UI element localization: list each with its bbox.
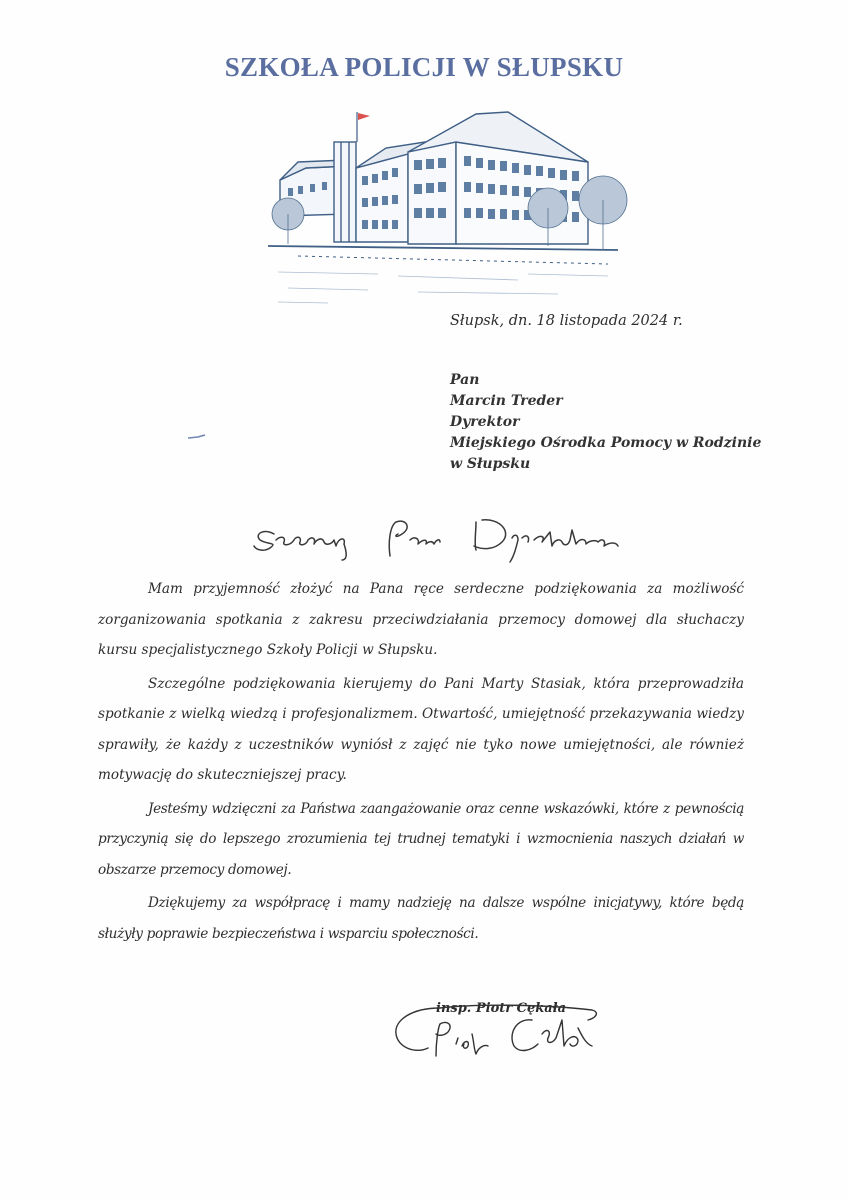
- school-building-illustration-icon: [258, 104, 634, 310]
- handwritten-signature-icon: [392, 998, 602, 1060]
- recipient-organization: Miejskiego Ośrodka Pomocy w Rodzinie: [450, 435, 762, 451]
- scan-artifact-mark-icon: [188, 434, 206, 439]
- body-paragraph-3: Jesteśmy wdzięczni za Państwa zaangażowanie oraz cenne wskazówki, które z pewnością przyczynią się do lepszego zrozumienia tej trudnej tematyki i wzmocnienia naszych działań w obszarze przemocy domowej.: [98, 800, 744, 878]
- signer-printed-name: insp. Piotr Cękała: [436, 1001, 567, 1016]
- recipient-name: Marcin Treder: [450, 393, 563, 409]
- body-paragraph-2: Szczególne podziękowania kierujemy do Pani Marty Stasiak, która przeprowadziła spotkanie z wielką wiedzą i profesjonalizmem. Otwartość, umiejętność przekazywania wiedzy sprawiły, że każdy z uczestników wyniósł z zajęć nie tyko nowe umiejętności, ale również motywację do skuteczniejszej pracy.: [98, 675, 744, 783]
- handwritten-salutation-icon: [250, 512, 640, 566]
- recipient-position: Dyrektor: [450, 414, 520, 430]
- letterhead-title: SZKOŁA POLICJI W SŁUPSKU: [224, 52, 624, 82]
- recipient-salutation-title: Pan: [450, 372, 480, 388]
- recipient-city: w Słupsku: [450, 456, 531, 472]
- recipient-address-block: [450, 370, 761, 475]
- letter-body: [98, 574, 744, 949]
- body-paragraph-1: Mam przyjemność złożyć na Pana ręce serdeczne podziękowania za możliwość zorganizowania spotkania z zakresu przeciwdziałania przemocy domowej dla słuchaczy kursu specjalistycznego Szkoły Policji w Słupsku.: [98, 581, 744, 658]
- letter-date: Słupsk, dn. 18 listopada 2024 r.: [450, 313, 683, 329]
- body-paragraph-4: Dziękujemy za współpracę i mamy nadzieję na dalsze wspólne inicjatywy, które będą służyły poprawie bezpieczeństwa i wsparciu społeczności.: [98, 895, 744, 942]
